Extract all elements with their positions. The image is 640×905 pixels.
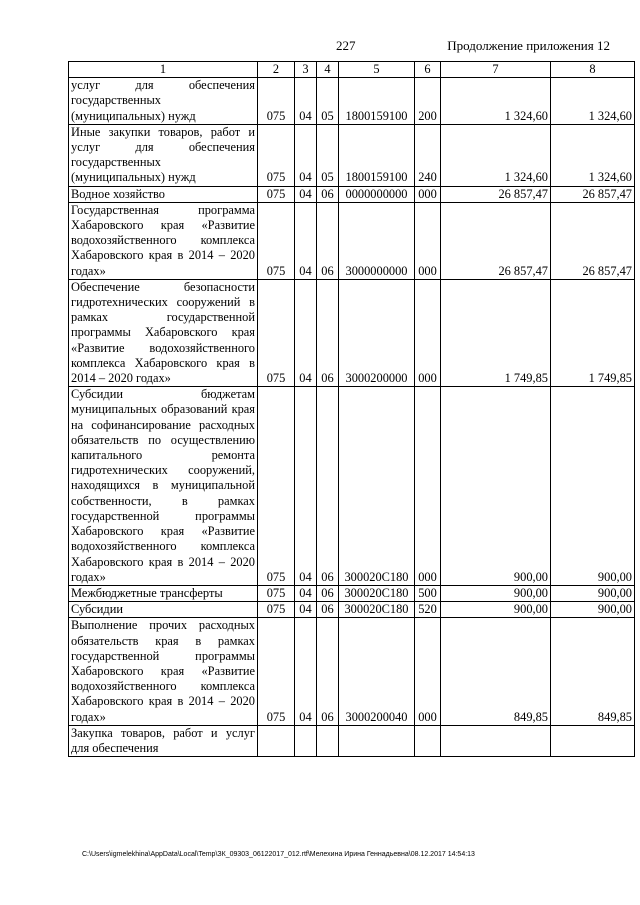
section-code: 04 [295, 279, 317, 386]
amount-col8: 900,00 [551, 602, 635, 618]
section-code: 04 [295, 202, 317, 279]
target-article-code: 300020С180 [339, 602, 415, 618]
column-header: 3 [295, 62, 317, 78]
target-article-code: 300020С180 [339, 387, 415, 586]
section-code: 04 [295, 585, 317, 601]
table-row [69, 585, 635, 601]
expense-name: Выполнение прочих расходных обязательств края в рамках государственной программы Хабаровского края «Развитие водохозяйственного комплекса Хабаровского края в 2014 – 2020 годах» [69, 618, 258, 725]
expense-type-code: 000 [415, 186, 441, 202]
section-code [295, 725, 317, 756]
amount-col8: 1 324,60 [551, 124, 635, 186]
section-code: 04 [295, 618, 317, 725]
target-article-code: 3000200000 [339, 279, 415, 386]
expense-type-code: 200 [415, 78, 441, 125]
ministry-code: 075 [258, 186, 295, 202]
column-header: 4 [317, 62, 339, 78]
ministry-code: 075 [258, 202, 295, 279]
expense-name: Межбюджетные трансферты [69, 585, 258, 601]
subsection-code: 05 [317, 78, 339, 125]
page-number: 227 [336, 38, 356, 53]
document-footer-path: C:\Users\igmelekhina\AppData\Local\Temp\ЗК_09303_06122017_012.rtf\Мелехина Ирина Геннадьевна\08.12.2017 14:54:13 [82, 851, 475, 858]
expense-name: Обеспечение безопасности гидротехнических сооружений в рамках государственной программы Хабаровского края «Развитие водохозяйственного комплекса Хабаровского края в 2014 – 2020 годах» [69, 279, 258, 386]
target-article-code: 3000200040 [339, 618, 415, 725]
ministry-code: 075 [258, 618, 295, 725]
subsection-code: 06 [317, 618, 339, 725]
column-header: 8 [551, 62, 635, 78]
amount-col8: 26 857,47 [551, 186, 635, 202]
expense-type-code: 000 [415, 618, 441, 725]
amount-col7: 849,85 [441, 618, 551, 725]
ministry-code: 075 [258, 124, 295, 186]
amount-col7: 1 749,85 [441, 279, 551, 386]
column-header: 5 [339, 62, 415, 78]
amount-col8: 849,85 [551, 618, 635, 725]
expense-type-code: 000 [415, 279, 441, 386]
table-row [69, 725, 635, 756]
subsection-code: 06 [317, 387, 339, 586]
expense-name: Субсидии [69, 602, 258, 618]
subsection-code: 06 [317, 202, 339, 279]
target-article-code: 1800159100 [339, 78, 415, 125]
column-header: 6 [415, 62, 441, 78]
expense-name: услуг для обеспечения государственных (муниципальных) нужд [69, 78, 258, 125]
amount-col8: 26 857,47 [551, 202, 635, 279]
ministry-code: 075 [258, 279, 295, 386]
amount-col8: 1 749,85 [551, 279, 635, 386]
expense-name: Государственная программа Хабаровского края «Развитие водохозяйственного комплекса Хабаровского края в 2014 – 2020 годах» [69, 202, 258, 279]
expense-name: Субсидии бюджетам муниципальных образований края на софинансирование расходных обязательств по осуществлению капитального ремонта гидротехнических сооружений, находящихся в муниципальной собственности, в рамках государственной программы Хабаровского края «Развитие водохозяйственного комплекса Хабаровского края в 2014 – 2020 годах» [69, 387, 258, 586]
table-row [69, 618, 635, 725]
amount-col7: 900,00 [441, 387, 551, 586]
amount-col7: 26 857,47 [441, 202, 551, 279]
amount-col8 [551, 725, 635, 756]
amount-col7: 1 324,60 [441, 78, 551, 125]
section-code: 04 [295, 186, 317, 202]
section-code: 04 [295, 387, 317, 586]
section-code: 04 [295, 124, 317, 186]
subsection-code: 06 [317, 186, 339, 202]
section-code: 04 [295, 602, 317, 618]
amount-col7: 26 857,47 [441, 186, 551, 202]
appendix-continuation-title: Продолжение приложения 12 [447, 38, 610, 53]
table-row [69, 387, 635, 586]
target-article-code: 0000000000 [339, 186, 415, 202]
table-row [69, 124, 635, 186]
column-number-row [69, 62, 635, 78]
table-row [69, 279, 635, 386]
expense-name: Закупка товаров, работ и услуг для обеспечения [69, 725, 258, 756]
expense-type-code: 520 [415, 602, 441, 618]
subsection-code: 06 [317, 585, 339, 601]
subsection-code: 05 [317, 124, 339, 186]
expense-type-code: 500 [415, 585, 441, 601]
expense-type-code [415, 725, 441, 756]
ministry-code: 075 [258, 585, 295, 601]
column-header: 7 [441, 62, 551, 78]
subsection-code: 06 [317, 602, 339, 618]
amount-col7: 900,00 [441, 602, 551, 618]
column-header: 1 [69, 62, 258, 78]
table-row [69, 202, 635, 279]
amount-col8: 900,00 [551, 387, 635, 586]
ministry-code: 075 [258, 78, 295, 125]
table-row [69, 602, 635, 618]
expense-type-code: 240 [415, 124, 441, 186]
ministry-code [258, 725, 295, 756]
amount-col7: 1 324,60 [441, 124, 551, 186]
subsection-code: 06 [317, 279, 339, 386]
amount-col8: 900,00 [551, 585, 635, 601]
table-row [69, 78, 635, 125]
amount-col8: 1 324,60 [551, 78, 635, 125]
ministry-code: 075 [258, 387, 295, 586]
table-row [69, 186, 635, 202]
target-article-code [339, 725, 415, 756]
column-header: 2 [258, 62, 295, 78]
expense-type-code: 000 [415, 387, 441, 586]
target-article-code: 300020С180 [339, 585, 415, 601]
ministry-code: 075 [258, 602, 295, 618]
target-article-code: 1800159100 [339, 124, 415, 186]
budget-table [68, 61, 635, 757]
expense-name: Иные закупки товаров, работ и услуг для обеспечения государственных (муниципальных) нужд [69, 124, 258, 186]
amount-col7: 900,00 [441, 585, 551, 601]
expense-name: Водное хозяйство [69, 186, 258, 202]
section-code: 04 [295, 78, 317, 125]
target-article-code: 3000000000 [339, 202, 415, 279]
subsection-code [317, 725, 339, 756]
amount-col7 [441, 725, 551, 756]
expense-type-code: 000 [415, 202, 441, 279]
